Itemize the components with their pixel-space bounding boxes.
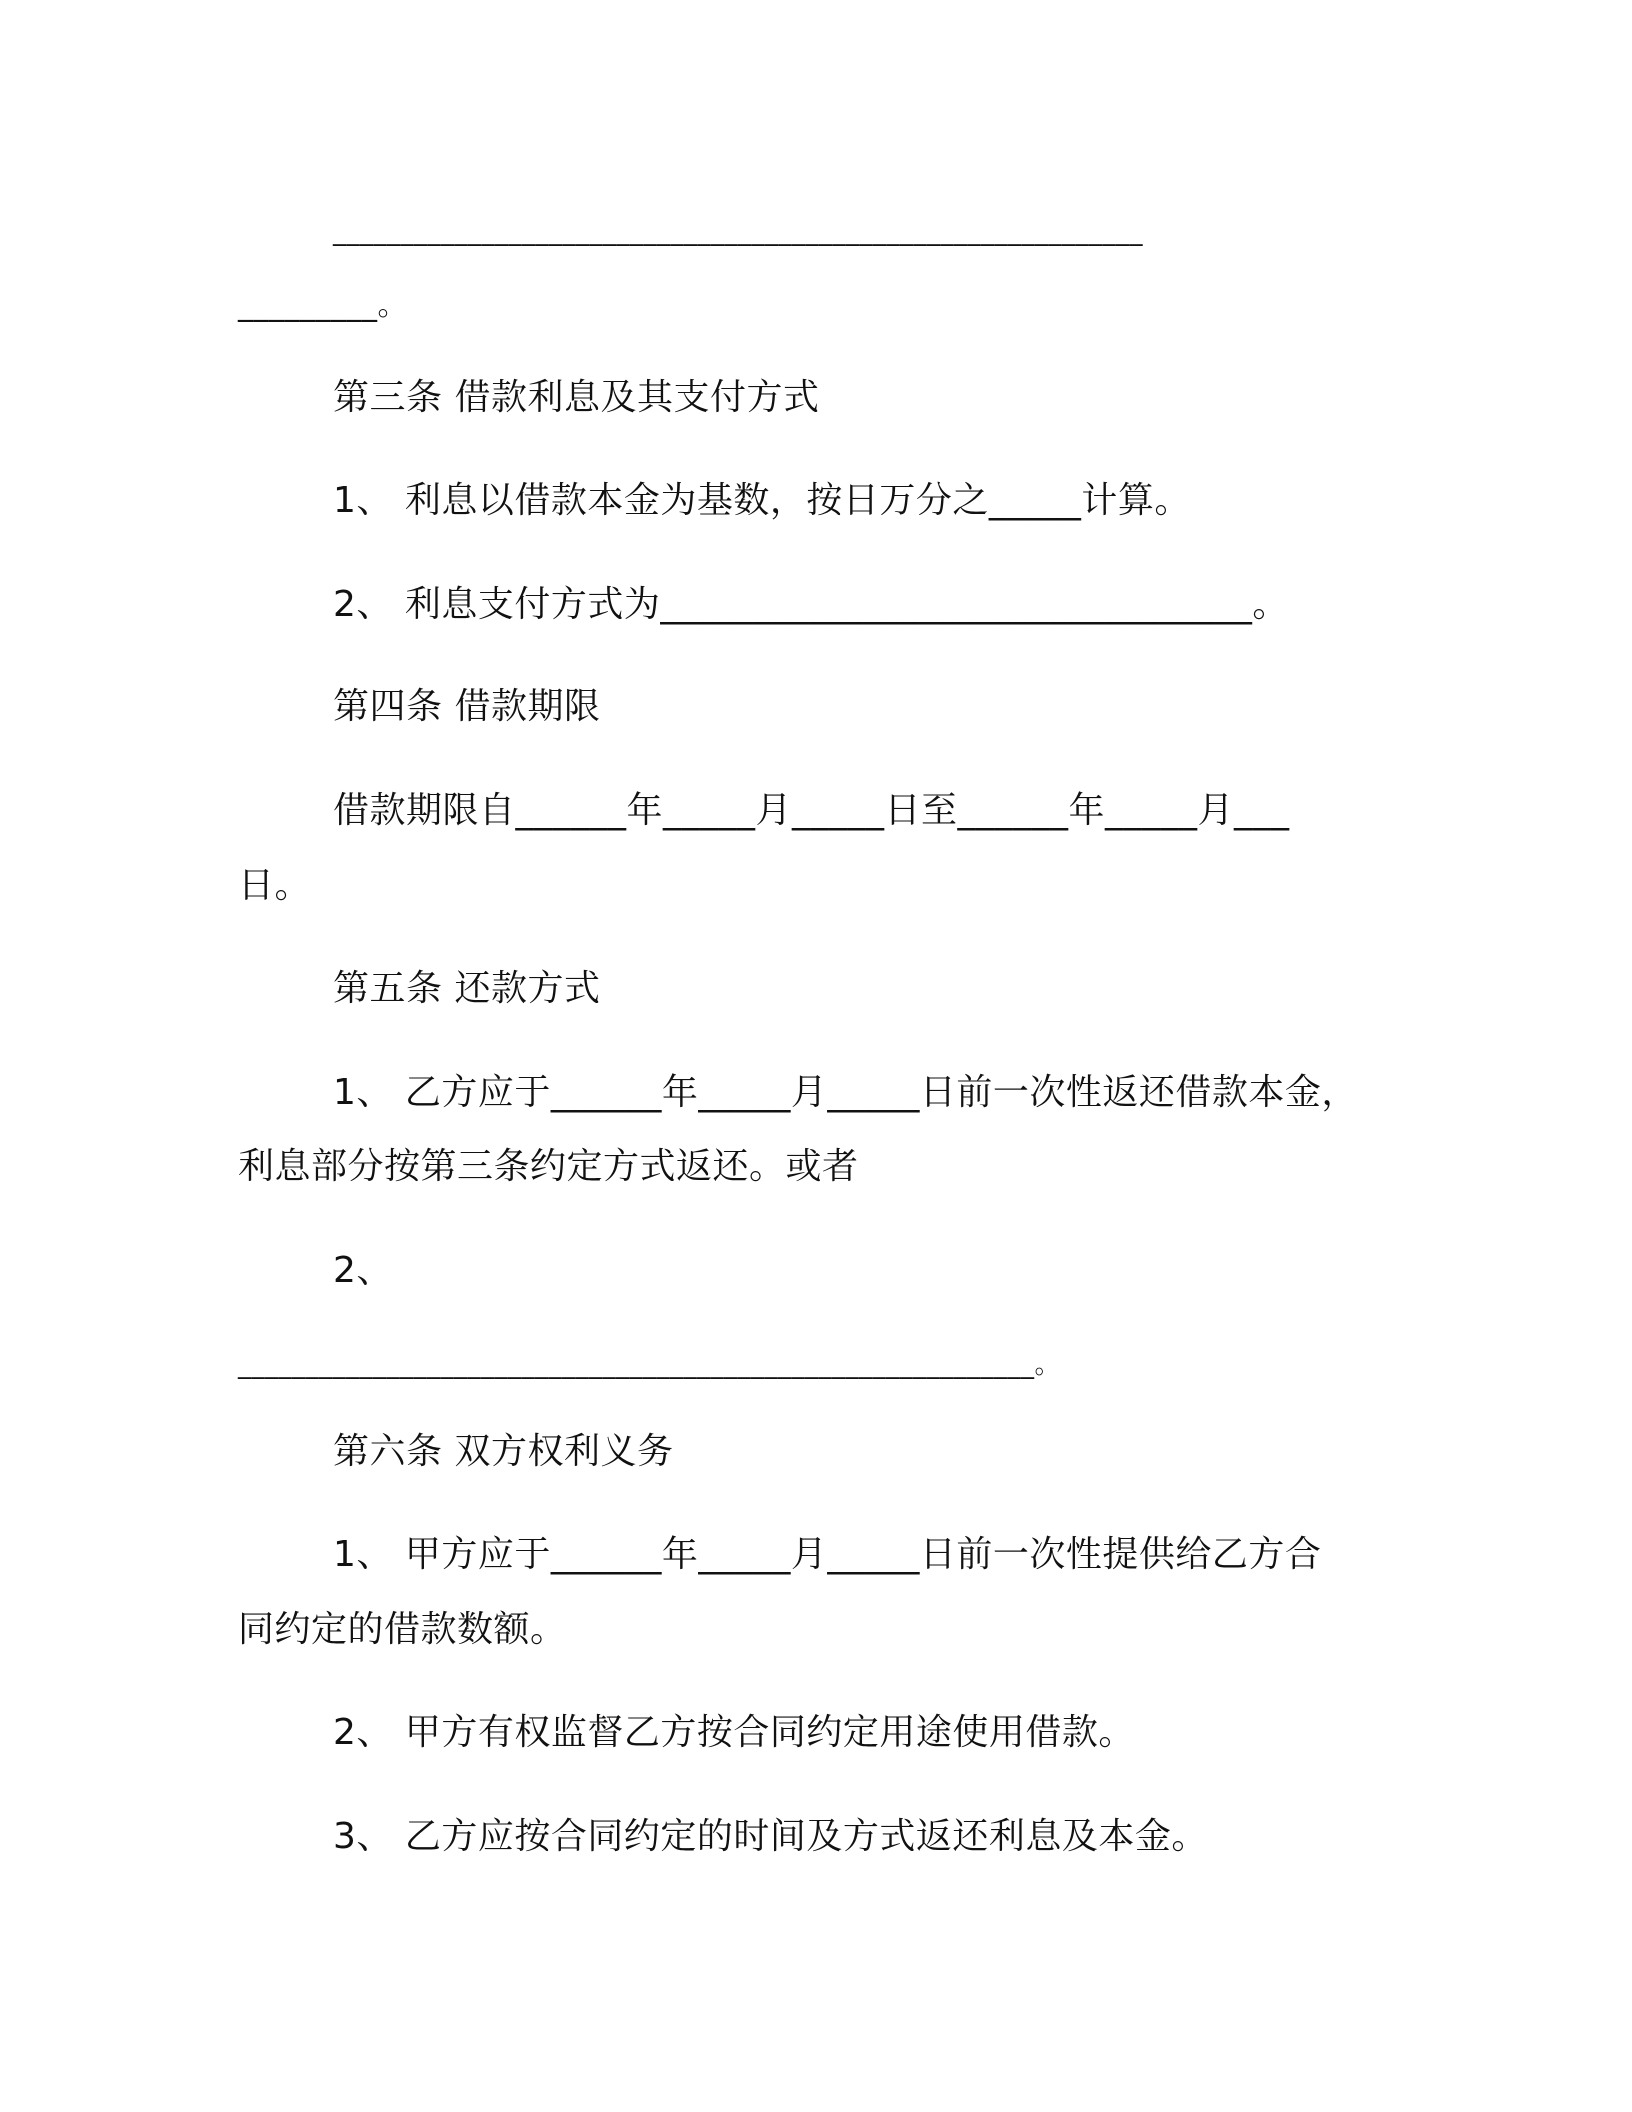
article-5-item-2-label: 2、: [333, 1250, 393, 1291]
article-3-heading: 第三条 借款利息及其支付方式: [333, 377, 820, 418]
article-4-text-line-1: 借款期限自______年_____月_____日至______年_____月___: [333, 790, 1290, 831]
article-3-item-1: 1、 利息以借款本金为基数，按日万分之_____计算。: [333, 480, 1191, 521]
article-5-item-2-blank: ___________________________________________________________。: [238, 1350, 1061, 1380]
article-6-item-1-line-2: 同约定的借款数额。: [238, 1609, 567, 1650]
article-4-text-line-2: 日。: [238, 865, 312, 906]
article-5-item-1-line-1: 1、 乙方应于______年_____月_____日前一次性返还借款本金，: [333, 1072, 1358, 1113]
article-5-item-1-line-2: 利息部分按第三条约定方式返还。或者: [238, 1146, 859, 1187]
blank-line-1-end: _________。: [238, 288, 408, 323]
blank-line-1: ____________________________________________________________: [333, 217, 1143, 247]
article-5-heading: 第五条 还款方式: [333, 968, 601, 1009]
article-6-heading: 第六条 双方权利义务: [333, 1431, 674, 1472]
article-6-item-3: 3、 乙方应按合同约定的时间及方式返还利息及本金。: [333, 1816, 1208, 1857]
article-6-item-1-line-1: 1、 甲方应于______年_____月_____日前一次性提供给乙方合: [333, 1534, 1322, 1575]
article-4-heading: 第四条 借款期限: [333, 686, 601, 727]
article-3-item-2: 2、 利息支付方式为________________________________。: [333, 584, 1289, 625]
article-6-item-2: 2、 甲方有权监督乙方按合同约定用途使用借款。: [333, 1712, 1135, 1753]
